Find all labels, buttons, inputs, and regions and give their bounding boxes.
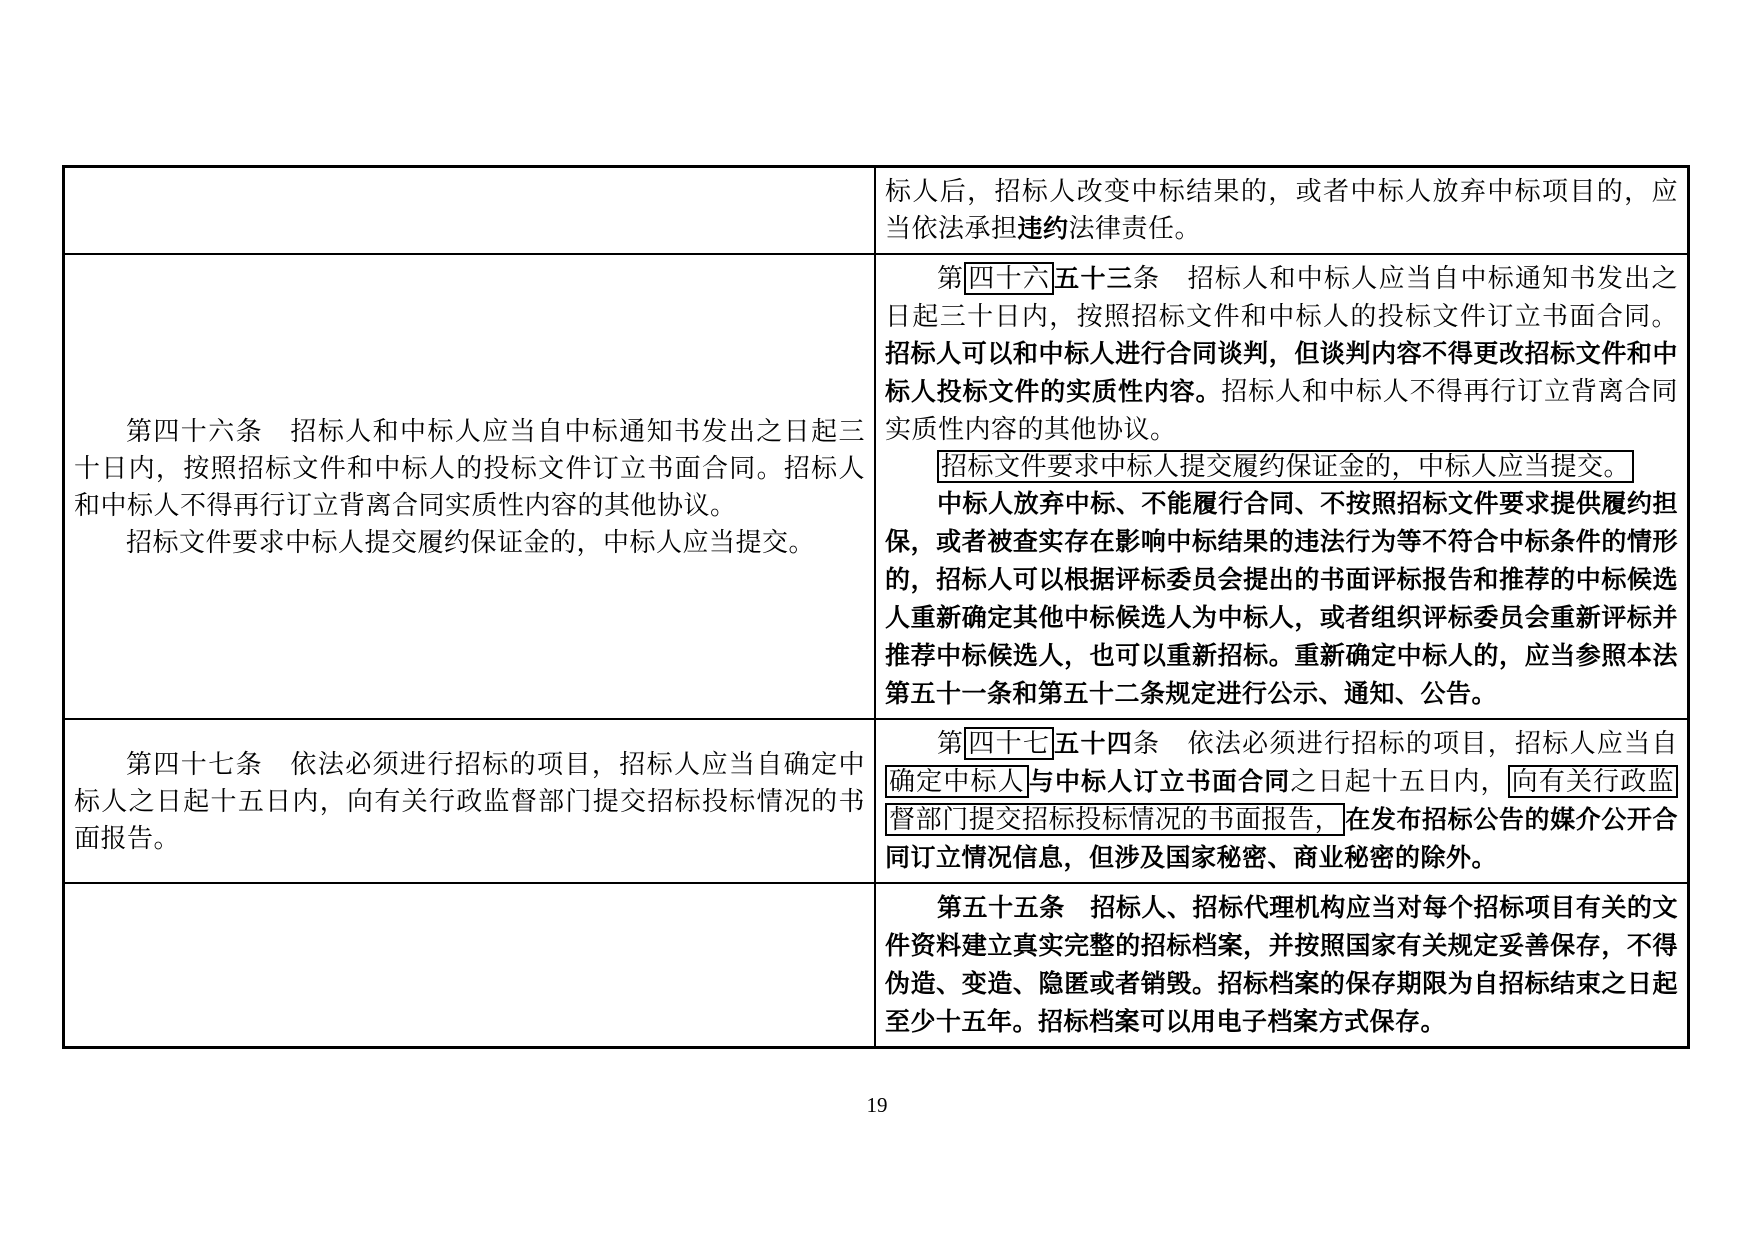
cell-right-row-2: [876, 255, 1687, 718]
cell-right-row-4: [876, 884, 1687, 1046]
table-row: [65, 168, 1687, 253]
text-run: 招标人和中标人不得再行订立背离合同实质性内容的其他协议。: [885, 377, 1678, 444]
deleted-text-box: 招标文件要求中标人提交履约保证金的，中标人应当提交。: [937, 450, 1634, 483]
cell-right-row-3: [876, 720, 1687, 882]
inserted-text: 招标人可以和中标人进行合同谈判，但谈判内容不得更改招标文件和中标人投标文件的实质性内容。: [885, 340, 1678, 406]
cell-right-row-1: [876, 168, 1687, 253]
text-run: 招标文件要求中标人提交履约保证金的，中标人应当提交。: [126, 527, 816, 557]
text-run: 条 招标人和中标人应当自中标通知书发出之日起三十日内，按照招标文件和中标人的投标文件订立书面合同。: [885, 264, 1678, 331]
inserted-text: 五十四: [1054, 730, 1134, 758]
inserted-text: 与中标人订立书面合同: [1028, 768, 1291, 796]
deleted-text-box: 确定中标人: [885, 765, 1029, 798]
paragraph: [885, 725, 1678, 877]
paragraph: [885, 485, 1678, 713]
inserted-text: 第五十五条 招标人、招标代理机构应当对每个招标项目有关的文件资料建立真实完整的招标档案，并按照国家有关规定妥善保存，不得伪造、变造、隐匿或者销毁。招标档案的保存期限为自招标结束之日起至少十五年。招标档案可以用电子档案方式保存。: [885, 894, 1678, 1036]
table-row: [65, 882, 1687, 1046]
text-run: 第四十六条 招标人和中标人应当自中标通知书发出之日起三十日内，按照招标文件和中标人的投标文件订立书面合同。招标人和中标人不得再行订立背离合同实质性内容的其他协议。: [74, 416, 865, 520]
cell-left-row-3: [65, 720, 876, 882]
table-row: [65, 718, 1687, 882]
text-run: 条 依法必须进行招标的项目，招标人应当自: [1133, 729, 1678, 758]
cell-left-row-1: [65, 168, 876, 253]
paragraph: [74, 413, 865, 524]
text-run: 法律责任。: [1068, 214, 1202, 243]
inserted-text: 在发布招标公告的媒介公开合同订立情况信息，但涉及国家秘密、商业秘密的除外。: [885, 806, 1678, 872]
text-run: 第: [937, 729, 965, 758]
page-number: 19: [866, 1093, 888, 1117]
table-row: [65, 253, 1687, 718]
text-run: 之日起十五日内，: [1290, 767, 1508, 796]
deleted-text-box: 向有关行政监督部门提交招标投标情况的书面报告，: [885, 765, 1678, 836]
inserted-text: 违约: [1017, 215, 1069, 243]
text-run: 第四十七条 依法必须进行招标的项目，招标人应当自确定中标人之日起十五日内，向有关行政监督部门提交招标投标情况的书面报告。: [74, 749, 865, 853]
paragraph: [885, 448, 1678, 485]
paragraph: [74, 746, 865, 857]
inserted-text: 五十三: [1054, 265, 1134, 293]
cell-left-row-4: [65, 884, 876, 1046]
paragraph: [885, 889, 1678, 1041]
paragraph: [74, 524, 865, 561]
paragraph: [885, 260, 1678, 448]
deleted-text-box: 四十六: [964, 262, 1054, 295]
text-run: 第: [937, 264, 965, 293]
deleted-text-box: 四十七: [964, 727, 1054, 760]
comparison-table: [62, 165, 1690, 1049]
cell-left-row-2: [65, 255, 876, 718]
inserted-text: 中标人放弃中标、不能履行合同、不按照招标文件要求提供履约担保，或者被查实存在影响中标结果的违法行为等不符合中标条件的情形的，招标人可以根据评标委员会提出的书面评标报告和推荐的中标候选人重新确定其他中标候选人为中标人，或者组织评标委员会重新评标并推荐中标候选人，也可以重新招标。重新确定中标人的，应当参照本法第五十一条和第五十二条规定进行公示、通知、公告。: [885, 490, 1678, 708]
paragraph: [885, 173, 1678, 248]
text-run: 标人后，招标人改变中标结果的，或者中标人放弃中标项目的，应当依法承担: [885, 177, 1678, 243]
